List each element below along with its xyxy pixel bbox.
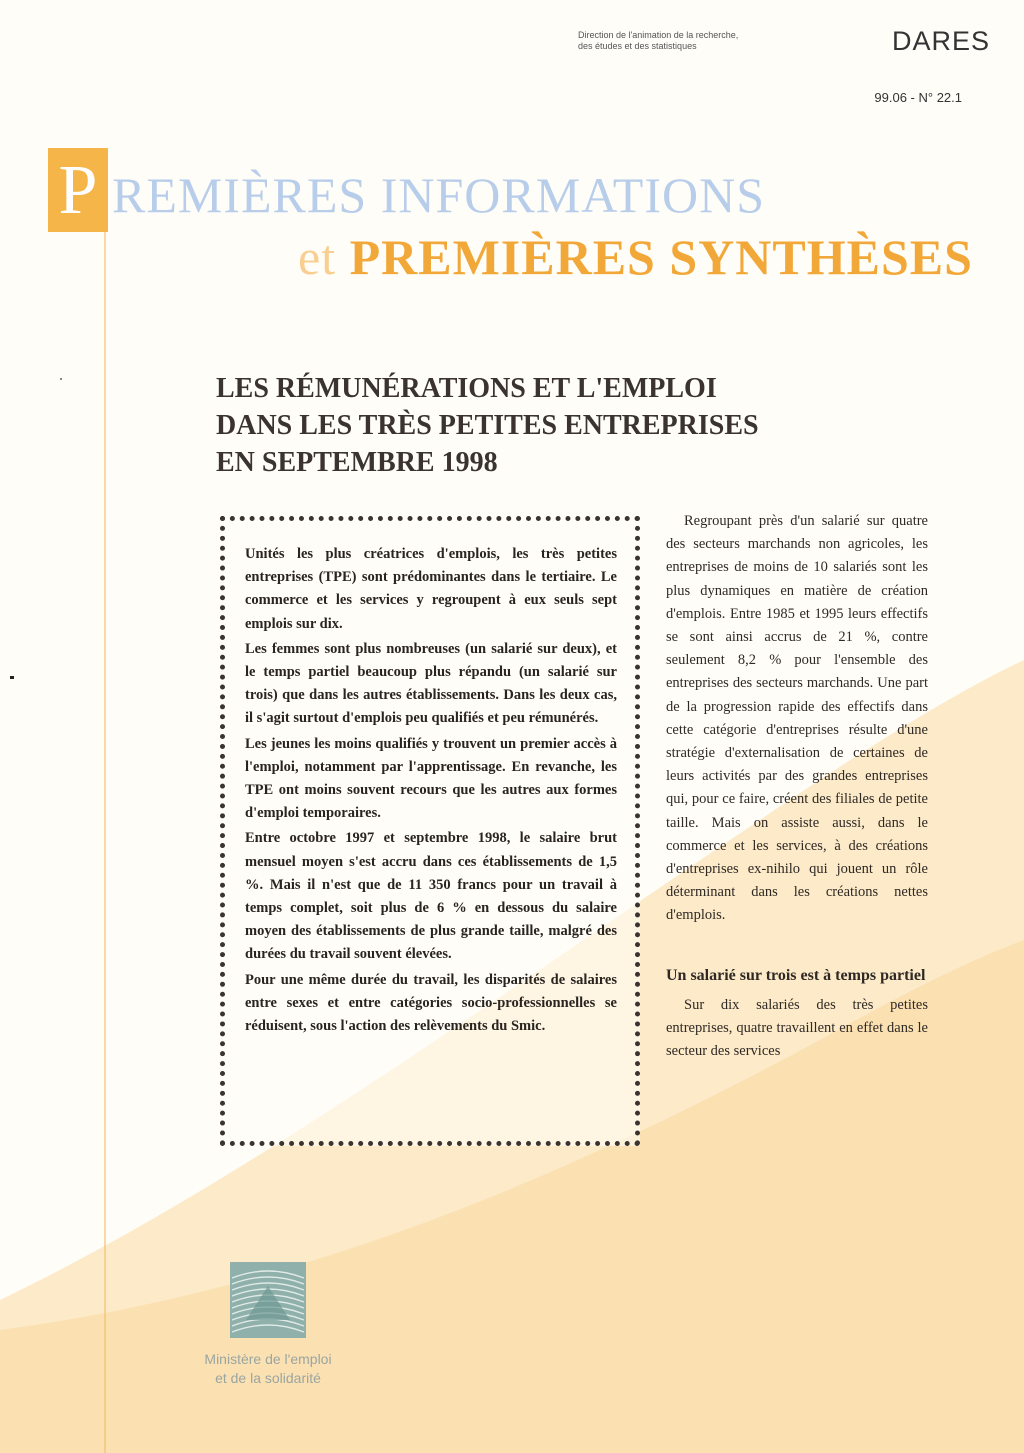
ministry-line-2: et de la solidarité [215, 1370, 321, 1386]
banner-syntheses: PREMIÈRES SYNTHÈSES [349, 229, 973, 285]
title-line-1: LES RÉMUNÉRATIONS ET L'EMPLOI [216, 373, 717, 404]
title-line-3: EN SEPTEMBRE 1998 [216, 447, 498, 478]
banner-title-line-2 [298, 228, 973, 286]
banner-et: et [298, 229, 337, 285]
body-column [666, 510, 928, 1063]
banner-title-line-1: REMIÈRES INFORMATIONS [112, 167, 766, 223]
body-paragraph-1: Regroupant près d'un salarié sur quatre des secteurs marchands non agricoles, les entreprises de moins de 10 salariés sont les plus dynamiques en matière de création d'emplois. Entre 1985 et 1995 leurs effectifs se sont ainsi accrus de 21 %, contre seulement 8,2 % pour l'ensemble des entreprises des secteurs marchands. Une part de la progression rapide des effectifs dans cette catégorie d'entreprises résulte d'une stratégie d'externalisation de certaines de leurs activités par des grandes entreprises qui, pour ce faire, créent des filiales de petite taille. Mais on assiste aussi, dans le commerce et les services, à des créations d'entreprises ex-nihilo qui jouent un rôle déterminant dans les créations nettes d'emplois. [666, 513, 928, 924]
body-paragraph-2: Sur dix salariés des très petites entreprises, quatre travaillent en effet dans le secteur des services [666, 996, 928, 1060]
publisher-acronym: DARES [891, 26, 990, 56]
scan-speck [10, 676, 14, 679]
ministry-logo-icon [230, 1262, 306, 1338]
banner-initial-letter: P [58, 152, 98, 229]
summary-paragraph: Unités les plus créatrices d'emplois, les très petites entreprises (TPE) sont prédominantes dans le tertiaire. Le commerce et les services y regroupent à eux seuls sept emplois sur dix. [245, 546, 617, 632]
directorate-line-2: des études et des statistiques [578, 41, 697, 51]
summary-paragraph: Pour une même durée du travail, les disparités de salaires entre sexes et entre catégories socio-professionnelles se réduisent, sous l'action des relèvements du Smic. [245, 971, 617, 1035]
summary-box [220, 516, 640, 1146]
summary-paragraph: Les jeunes les moins qualifiés y trouvent un premier accès à l'emploi, notamment par l'apprentissage. En revanche, les TPE ont moins souvent recours que les autres aux formes d'emploi temporaires. [245, 735, 617, 822]
section-heading: Un salarié sur trois est à temps partiel [666, 966, 926, 984]
title-line-2: DANS LES TRÈS PETITES ENTREPRISES [216, 410, 759, 441]
document-title [216, 370, 836, 481]
scan-speck [60, 378, 62, 380]
publisher-directorate [578, 30, 828, 52]
directorate-line-1: Direction de l'animation de la recherche, [578, 30, 739, 40]
issue-number: 99.06 - N° 22.1 [874, 90, 962, 105]
summary-paragraph: Entre octobre 1997 et septembre 1998, le salaire brut mensuel moyen s'est accru dans ces établissements de 1,5 %. Mais il n'est que de 11 350 francs pour un travail à temps complet, soit plus de 6 % en dessous du salaire moyen des établissements de plus grande taille, malgré des durées du travail souvent élevées. [245, 830, 617, 963]
ministry-name [170, 1350, 366, 1388]
ministry-line-1: Ministère de l'emploi [204, 1351, 332, 1367]
summary-paragraph: Les femmes sont plus nombreuses (un salarié sur deux), et le temps partiel beaucoup plus répandu (un salarié sur trois) que dans les autres établissements. Dans les deux cas, il s'agit surtout d'emplois peu qualifiés et peu rémunérés. [245, 640, 617, 727]
